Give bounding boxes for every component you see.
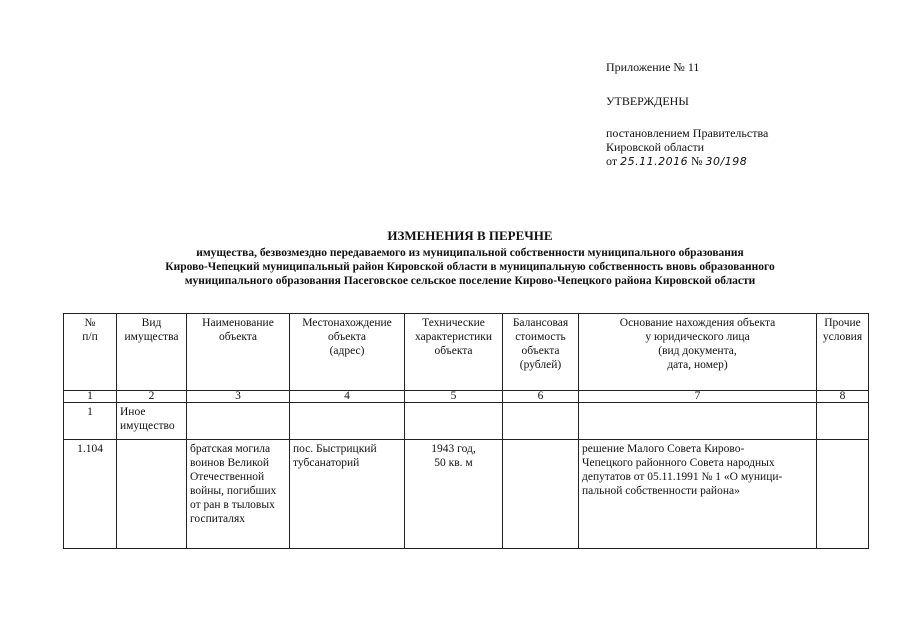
header-cell: Наименование объекта (187, 314, 290, 391)
column-number: 7 (579, 391, 817, 403)
handwritten-number: 30/198 (705, 155, 748, 168)
header-cell: Технические характеристики объекта (405, 314, 503, 391)
empty-cell (405, 403, 503, 440)
column-number: 2 (117, 391, 187, 403)
column-number: 4 (290, 391, 405, 403)
column-number: 8 (817, 391, 869, 403)
header-cell: Балансовая стоимость объекта (рублей) (503, 314, 579, 391)
object-address: пос. Быстрицкий тубсанаторий (290, 440, 405, 549)
object-name: братская могила воинов Великой Отечественной войны, погибших от ран в тыловых госпиталях (187, 440, 290, 549)
empty-cell (187, 403, 290, 440)
title-line-2: Кирово-Чепецкий муниципальный район Кировской области в муниципальную собственность вновь образованного (165, 261, 775, 273)
approval-date-line (606, 154, 768, 169)
object-technical: 1943 год, 50 кв. м (405, 440, 503, 549)
header-cell: Основание нахождения объекта у юридического лица (вид документа, дата, номер) (579, 314, 817, 391)
table-row (64, 403, 869, 440)
document-title (110, 228, 830, 288)
approved-by-line1: постановлением Правительства (606, 126, 769, 140)
approved-label: УТВЕРЖДЕНЫ (606, 94, 689, 108)
empty-cell (290, 403, 405, 440)
title-line-3: муниципального образования Пасеговское сельское поселение Кирово-Чепецкого района Кировской области (184, 275, 756, 287)
approval-block (606, 60, 768, 169)
object-basis: решение Малого Совета Кирово- Чепецкого районного Совета народных депутатов от 05.11.1991 № 1 «О муници- пальной собственности района» (579, 440, 817, 549)
column-number: 3 (187, 391, 290, 403)
title-main: ИЗМЕНЕНИЯ В ПЕРЕЧНЕ (387, 228, 553, 243)
column-number-row (64, 391, 869, 403)
table-header-row (64, 314, 869, 391)
property-table (63, 313, 869, 549)
approved-by-line2: Кировской области (606, 140, 705, 154)
row-number: 1 (64, 403, 117, 440)
row-number: 1.104 (64, 440, 117, 549)
empty-cell (579, 403, 817, 440)
table-row (64, 440, 869, 549)
column-number: 5 (405, 391, 503, 403)
title-line-1: имущества, безвозмездно передаваемого из муниципальной собственности муниципального образования (196, 247, 744, 259)
column-number: 1 (64, 391, 117, 403)
empty-cell (503, 403, 579, 440)
column-number: 6 (503, 391, 579, 403)
other-conditions (817, 440, 869, 549)
header-cell: Прочие условия (817, 314, 869, 391)
object-balance-value (503, 440, 579, 549)
header-cell: Вид имущества (117, 314, 187, 391)
number-prefix: № (691, 154, 703, 168)
date-prefix: от (606, 154, 618, 168)
handwritten-date: 25.11.2016 (620, 155, 689, 168)
property-kind (117, 440, 187, 549)
empty-cell (817, 403, 869, 440)
header-cell: № п/п (64, 314, 117, 391)
annex-label: Приложение № 11 (606, 60, 700, 74)
property-kind: Иное имущество (117, 403, 187, 440)
header-cell: Местонахождение объекта (адрес) (290, 314, 405, 391)
